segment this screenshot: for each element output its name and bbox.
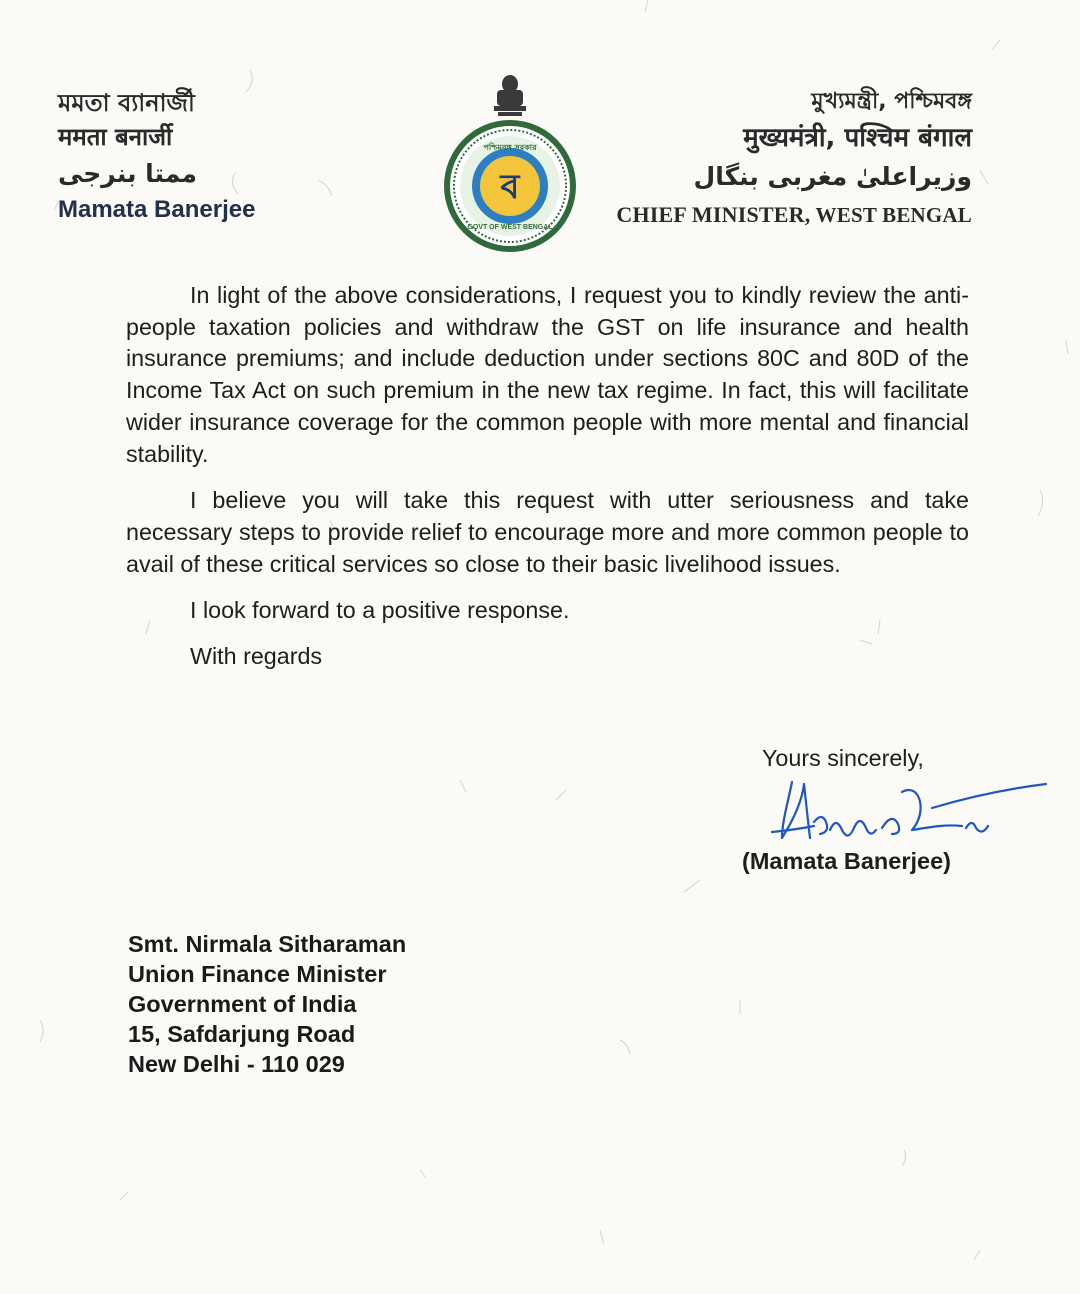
name-bengali: মমতা ব্যানার্জী — [58, 89, 195, 117]
recipient-organization: Government of India — [128, 991, 357, 1017]
body-paragraph: In light of the above considerations, I request you to kindly review the anti-people taxation policies and withdraw the GST on life insurance and health insurance premiums; and include deduction under sections 80C and 80D of the Income Tax Act on such premium in the new tax regime. In fact, this will facilitate wider insurance coverage for the common people with more mental and financial stability. — [126, 282, 969, 467]
title-english — [616, 202, 972, 228]
signer-name: (Mamata Banerjee) — [742, 848, 951, 874]
recipient-street: 15, Safdarjung Road — [128, 1021, 356, 1047]
title-bengali: মুখ্যমন্ত্রী, পশ্চিমবঙ্গ — [811, 89, 972, 114]
recipient-city: New Delhi - 110 029 — [128, 1051, 345, 1077]
body-paragraph: I believe you will take this request with utter seriousness and take necessary steps to provide relief to encourage more and more common people to avail of these critical services so close to their basic livelihood issues. — [126, 487, 969, 577]
body-paragraph: I look forward to a positive response. — [190, 597, 570, 624]
seal-ring-text-english: GOVT OF WEST BENGAL — [467, 224, 553, 231]
state-emblem-seal — [442, 70, 578, 254]
letterhead-right — [616, 84, 972, 228]
title-english-main: CHIEF MINISTER, — [616, 202, 811, 227]
closing-salutation: Yours sincerely, — [762, 745, 924, 771]
name-hindi: ममता बनार्जी — [58, 123, 173, 151]
title-english-place: WEST BENGAL — [815, 203, 972, 227]
recipient-address — [128, 929, 406, 1079]
title-urdu: وزیراعلیٰ مغربی بنگال — [693, 162, 972, 191]
ashoka-lion-capital-icon — [494, 75, 526, 116]
recipient-designation: Union Finance Minister — [128, 961, 387, 987]
letterhead-left — [58, 86, 255, 224]
name-urdu: ممتا بنرجی — [58, 159, 197, 188]
name-english: Mamata Banerjee — [58, 196, 256, 223]
handwritten-signature — [752, 772, 1052, 852]
recipient-name: Smt. Nirmala Sitharaman — [128, 931, 407, 957]
seal-center-letter: ব — [500, 167, 520, 207]
seal-ring-text: পশ্চিমবঙ্গ সরকার — [483, 143, 537, 152]
letter-body — [126, 280, 969, 687]
body-paragraph: With regards — [190, 643, 323, 670]
title-hindi: मुख्यमंत्री, पश्चिम बंगाल — [743, 123, 972, 153]
